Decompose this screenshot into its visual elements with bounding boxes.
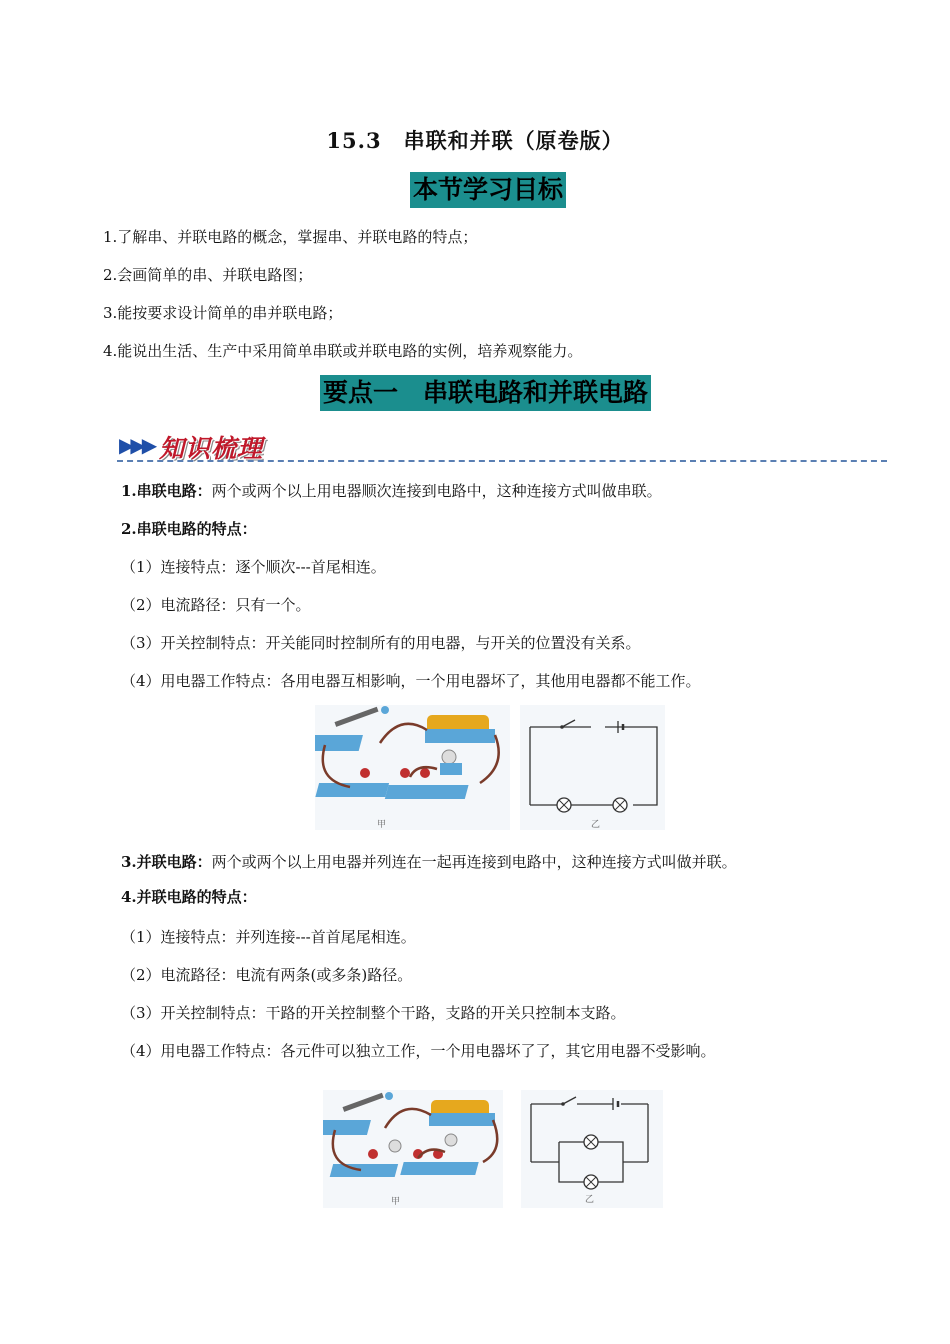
lamp-icon [613,798,627,812]
objective-item: 3.能按要求设计简单的串并联电路； [103,304,343,322]
series-feature: （2）电流路径：只有一个。 [121,596,311,614]
series-feature: （4）用电器工作特点：各用电器互相影响，一个用电器坏了，其他用电器都不能工作。 [121,672,701,690]
title-text: 串联和并联（原卷版） [403,128,624,153]
parallel-caption-left: 甲 [391,1197,401,1207]
series-apparatus-illustration [315,705,510,830]
dashed-divider [117,460,887,462]
objective-item: 4.能说出生活、生产中采用简单串联或并联电路的实例，培养观察能力。 [103,342,583,360]
series-feature: （1）连接特点：逐个顺次---首尾相连。 [121,558,386,576]
series-definition-text: 两个或两个以上用电器顺次连接到电路中，这种连接方式叫做串联。 [211,482,662,500]
series-caption-left: 甲 [377,820,387,830]
parallel-feature: （1）连接特点：并列连接---首首尾尾相连。 [121,928,416,946]
parallel-definition-lead: 3.并联电路： [121,853,212,871]
series-feature: （3）开关控制特点：开关能同时控制所有的用电器，与开关的位置没有关系。 [121,634,641,652]
parallel-circuit-figure [323,1090,663,1210]
objectives-banner: 本节学习目标 [410,172,566,208]
series-caption-right: 乙 [591,820,601,830]
section-banner: 要点一 串联电路和并联电路 [320,375,651,411]
title-number: 15.3 [326,128,382,153]
parallel-features-heading: 4.并联电路的特点： [121,888,257,906]
lamp-icon [584,1175,598,1189]
parallel-feature: （3）开关控制特点：干路的开关控制整个干路，支路的开关只控制本支路。 [121,1004,626,1022]
objective-item: 1.了解串、并联电路的概念，掌握串、并联电路的特点； [103,228,478,246]
triple-arrow-icon: ▶▶▶ [119,433,154,457]
knowledge-header-label: 知识梳理 [159,434,264,463]
page-title [0,125,950,155]
series-circuit-figure [315,705,665,835]
parallel-definition-text: 两个或两个以上用电器并列连在一起再连接到电路中，这种连接方式叫做并联。 [211,853,737,871]
parallel-schematic [521,1090,663,1208]
parallel-feature: （4）用电器工作特点：各元件可以独立工作，一个用电器坏了了，其它用电器不受影响。 [121,1042,716,1060]
parallel-feature: （2）电流路径：电流有两条(或多条)路径。 [121,966,413,984]
lamp-icon [584,1135,598,1149]
series-definition [121,480,662,501]
series-definition-lead: 1.串联电路： [121,482,212,500]
series-features-heading: 2.串联电路的特点： [121,520,257,538]
series-schematic [520,705,665,830]
parallel-definition [121,851,737,872]
objective-item: 2.会画简单的串、并联电路图； [103,266,313,284]
parallel-apparatus-illustration [323,1090,503,1208]
parallel-caption-right: 乙 [585,1195,595,1205]
lamp-icon [557,798,571,812]
knowledge-header [117,425,887,465]
